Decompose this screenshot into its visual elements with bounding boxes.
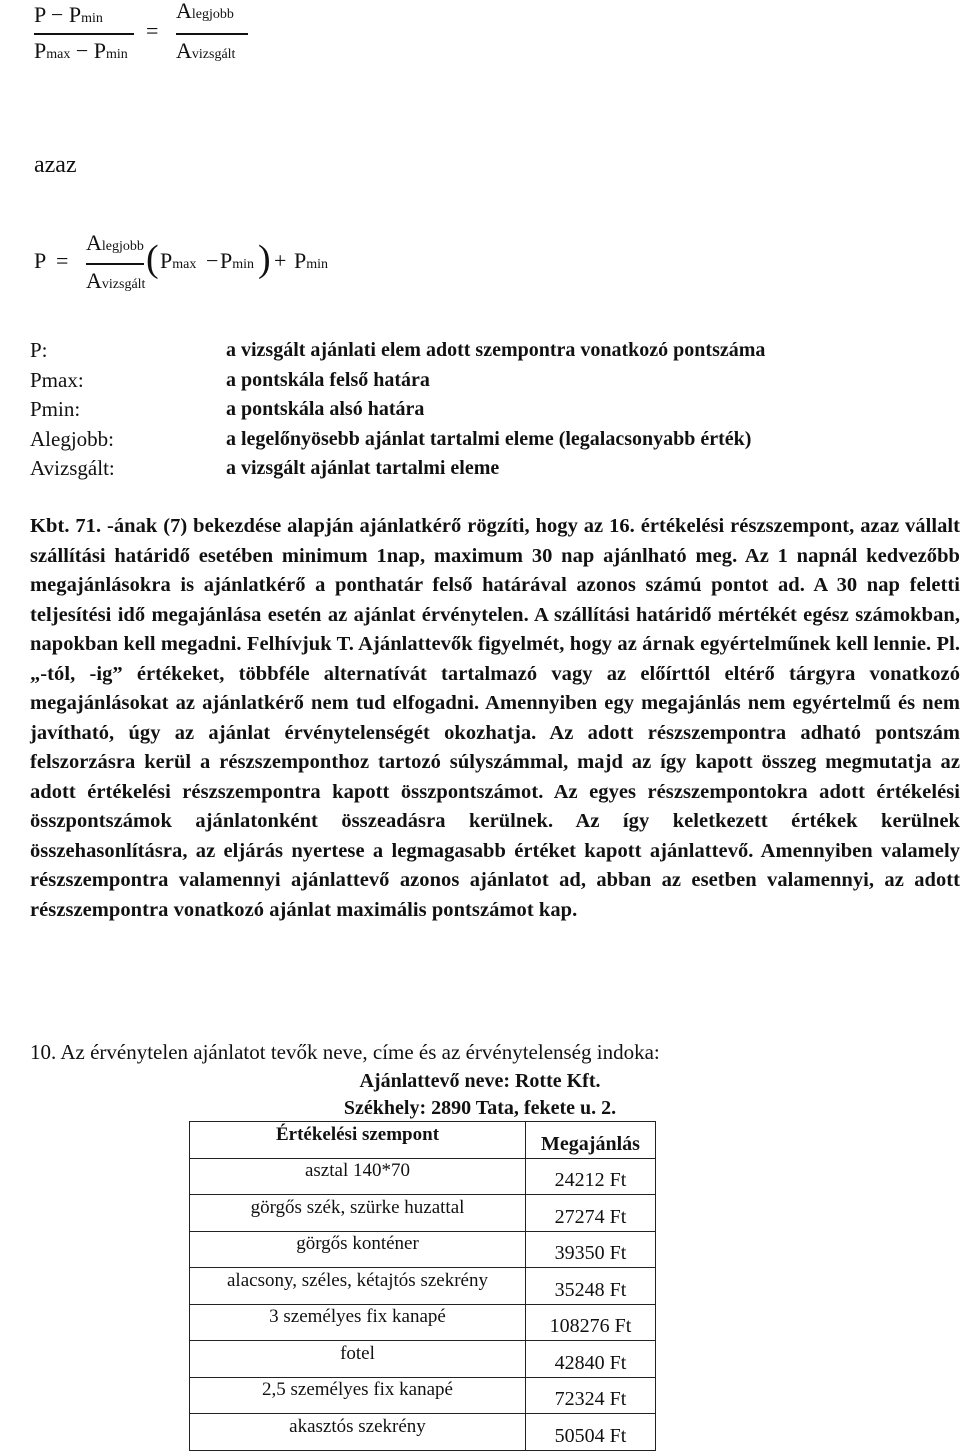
- table-cell-item: alacsony, széles, kétajtós szekrény: [190, 1268, 526, 1305]
- table-row: [190, 1195, 656, 1232]
- close-paren: ): [258, 238, 271, 280]
- definition-desc: a vizsgált ajánlati elem adott szempontra vonatkozó pontszáma: [226, 339, 766, 362]
- fraction-bar: [86, 263, 144, 265]
- table-cell-item: asztal 140*70: [190, 1158, 526, 1195]
- definition-term: P:: [30, 338, 48, 363]
- definition-row: [30, 366, 940, 396]
- formula-1-equals: =: [146, 18, 159, 43]
- formula-2-lhs: P: [34, 248, 47, 273]
- table-cell-value: 42840 Ft: [526, 1341, 656, 1378]
- definition-row: [30, 425, 940, 455]
- definition-desc: a pontskála felső határa: [226, 368, 430, 391]
- table-row: [190, 1341, 656, 1378]
- table-row: [190, 1414, 656, 1451]
- formula-1-numerator-right: Alegjobb: [176, 0, 234, 23]
- definition-desc: a pontskála alsó határa: [226, 398, 425, 421]
- table-header-row: [190, 1122, 656, 1159]
- formula-2-equals: =: [56, 248, 69, 273]
- definition-term: Pmin:: [30, 397, 81, 422]
- definition-term: Alegjobb:: [30, 426, 114, 451]
- table-row: [190, 1158, 656, 1195]
- subscript: legjobb: [191, 7, 234, 22]
- bidder-seat: Székhely: 2890 Tata, fekete u. 2.: [343, 1097, 617, 1119]
- table-row: [190, 1304, 656, 1341]
- fraction-bar: [176, 33, 248, 35]
- table-cell-item: 3 személyes fix kanapé: [190, 1304, 526, 1341]
- fraction-bar: [34, 33, 134, 35]
- table-header-offer: Megajánlás: [526, 1122, 656, 1159]
- table-cell-value: 35248 Ft: [526, 1268, 656, 1305]
- azaz-label: azaz: [34, 152, 77, 178]
- definition-row: [30, 454, 940, 484]
- definitions-list: [30, 336, 940, 484]
- definition-row: [30, 395, 940, 425]
- formula-1-denominator-left: Pmax − Pmin: [34, 38, 128, 63]
- table-row: [190, 1231, 656, 1268]
- table-cell-value: 108276 Ft: [526, 1304, 656, 1341]
- table-cell-value: 39350 Ft: [526, 1231, 656, 1268]
- formula-2-frac-den: Avizsgált: [86, 268, 146, 293]
- formula-2: [34, 228, 354, 298]
- formula-1-denominator-right: Avizsgált: [176, 38, 236, 63]
- definition-desc: a vizsgált ajánlat tartalmi eleme: [226, 457, 500, 480]
- formula-1-numerator-left: P − Pmin: [34, 2, 103, 27]
- table-cell-item: fotel: [190, 1341, 526, 1378]
- formula-2-plus: +: [274, 248, 287, 273]
- subscript: max: [172, 257, 197, 272]
- open-paren: (: [146, 238, 159, 280]
- subscript: vizsgált: [101, 277, 146, 292]
- subscript: min: [232, 257, 255, 272]
- subscript: min: [306, 257, 329, 272]
- table-cell-value: 72324 Ft: [526, 1377, 656, 1414]
- subscript: min: [81, 11, 103, 26]
- section-10-heading: 10. Az érvénytelen ajánlatot tevők neve, címe és az érvénytelenség indoka:: [30, 1040, 660, 1064]
- table-cell-value: 24212 Ft: [526, 1158, 656, 1195]
- bid-table: [189, 1121, 656, 1451]
- bidder-name: Ajánlattevő neve: Rotte Kft.: [359, 1070, 601, 1092]
- definition-term: Pmax:: [30, 367, 84, 392]
- formula-1: [34, 0, 254, 70]
- table-cell-item: 2,5 személyes fix kanapé: [190, 1377, 526, 1414]
- subscript: min: [106, 47, 128, 62]
- evaluation-paragraph: Kbt. 71. -ának (7) bekezdése alapján ajánlatkérő rögzíti, hogy az 16. értékelési részszempont, azaz vállalt szállítási határidő esetében minimum 1nap, maximum 30 nap ajánlható meg. Az 1 napnál kedvezőbb megajánlásokra is ajánlatkérő a ponthatár felső határával azonos számú pontot ad. A 30 nap feletti teljesítési idő megajánlása esetén az ajánlat érvénytelen. A szállítási határidő mértékét egész számokban, napokban kell megadni. Felhívjuk T. Ajánlattevők figyelmét, hogy az árnak egyértelműnek kell lennie. Pl. „-tól, -ig” értékeket, többféle alternatívát tartalmazó vagy az előírttól eltérő tárgyra vonatkozó megajánlásokat az ajánlatkérő nem tud elfogadni. Amennyiben egy megajánlás nem egyértelmű és nem javítható, úgy az ajánlat érvénytelenségét okozhatja. Az adott részszempontra adható pontszám felszorzásra kerül a részszemponthoz tartozó súlyszámmal, majd az így kapott összeg megmutatja az adott értékelési részszempontra kapott összpontszámot. Az egyes részszempontokra adott értékelési összpontszámok ajánlatonként összeadásra kerülnek. Az így keletkezett értékek kerülnek összehasonlításra, az eljárás nyertese a legmagasabb értéket kapott ajánlattevő. Amennyiben valamely részszempontra valamennyi ajánlattevő azonos ajánlatot ad, abban az esetben valamennyi, az adott részszempontra vonatkozó ajánlat maximális pontszámot kap.: [30, 515, 960, 921]
- subscript: legjobb: [101, 239, 144, 254]
- subscript: max: [46, 47, 71, 62]
- formula-2-frac-num: Alegjobb: [86, 230, 144, 255]
- definition-row: [30, 336, 940, 366]
- table-row: [190, 1268, 656, 1305]
- table-cell-value: 27274 Ft: [526, 1195, 656, 1232]
- definition-desc: a legelőnyösebb ajánlat tartalmi eleme (legalacsonyabb érték): [226, 427, 752, 450]
- table-cell-value: 50504 Ft: [526, 1414, 656, 1451]
- formula-2-minus: −: [206, 248, 219, 273]
- table-cell-item: akasztós szekrény: [190, 1414, 526, 1451]
- table-header-criterion: Értékelési szempont: [190, 1122, 526, 1159]
- table-cell-item: görgős konténer: [190, 1231, 526, 1268]
- formula-2-pmin: Pmin: [220, 248, 255, 273]
- definition-term: Avizsgált:: [30, 456, 115, 481]
- subscript: vizsgált: [191, 47, 236, 62]
- table-cell-item: görgős szék, szürke huzattal: [190, 1195, 526, 1232]
- formula-2-pmin-2: Pmin: [294, 248, 329, 273]
- table-row: [190, 1377, 656, 1414]
- formula-2-pmax: Pmax: [160, 248, 197, 273]
